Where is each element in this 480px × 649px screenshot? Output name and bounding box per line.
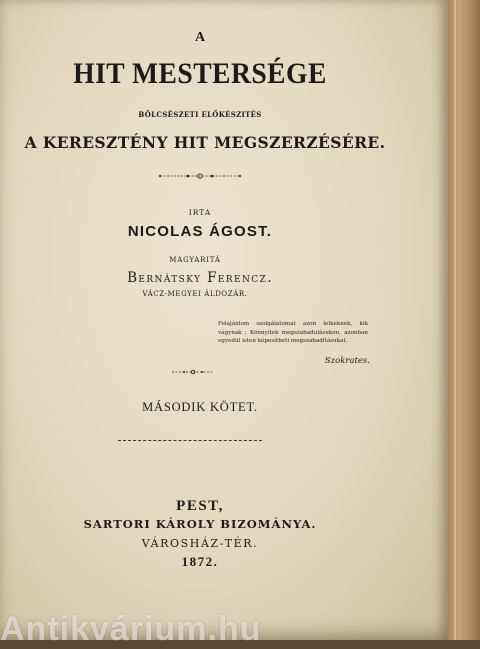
- page-title: HIT MESTERSÉGE: [73, 57, 327, 90]
- subtitle-small: BÖLCSÉSZETI ELŐKÉSZITÉS: [138, 110, 262, 119]
- epigraph-text: Felajánlom szolgálatomat azon lelkeknek, kik vágynak ; Könnyítek megszabadulásukon, azonban egyedül isten képesítheti megszabadításukat.: [218, 321, 368, 345]
- ornament-divider-icon: [158, 171, 242, 181]
- imprint-address: VÁROSHÁZ-TÉR.: [141, 537, 259, 550]
- translator-name: Bernátsky Ferencz.: [127, 270, 273, 286]
- divider-rule: [118, 440, 262, 441]
- watermark: Antikvárium.hu: [0, 610, 262, 648]
- epigraph-author: Szokrates.: [324, 356, 370, 366]
- imprint-publisher: SARTORI KÁROLY BIZOMÁNYA.: [83, 517, 317, 531]
- translator-label: MAGYARITÁ: [169, 256, 221, 264]
- volume-label: MÁSODIK KÖTET.: [142, 400, 258, 414]
- author-label: IRTA: [188, 208, 212, 217]
- imprint-place: PEST,: [176, 498, 224, 514]
- page-edge: [448, 0, 480, 640]
- title-article: A: [194, 30, 206, 45]
- imprint-year: 1872.: [181, 554, 219, 569]
- subtitle-main: A KERESZTÉNY HIT MEGSZERZÉSÉRE.: [24, 133, 386, 152]
- translator-role: VÁCZ-MEGYEI ÁLDOZÁR.: [142, 290, 248, 298]
- ornament-small-icon: [170, 367, 216, 377]
- author-name: NICOLAS ÁGOST.: [127, 223, 273, 240]
